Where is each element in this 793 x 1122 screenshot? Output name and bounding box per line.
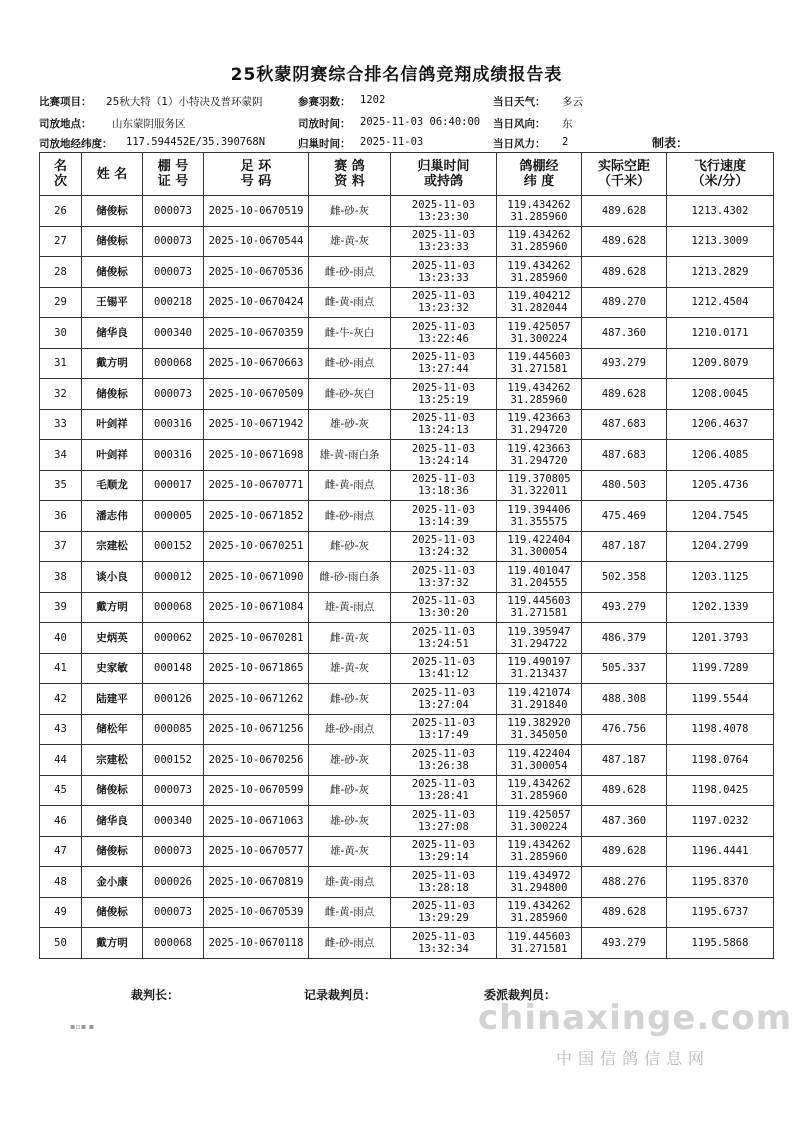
- cell-ring: 2025-10-0670539: [204, 897, 309, 928]
- release-site-value: 山东蒙阴服务区: [112, 118, 186, 130]
- cell-speed: 1206.4637: [667, 409, 774, 440]
- cell-loft: 000073: [143, 379, 204, 410]
- table-row: [40, 440, 774, 471]
- cell-bird: 雄-砂-灰: [309, 409, 391, 440]
- table-row: [40, 928, 774, 959]
- cell-loft: 000085: [143, 714, 204, 745]
- cell-loft: 000340: [143, 318, 204, 349]
- cell-name: 储俊标: [82, 379, 143, 410]
- cell-return-time: 2025-11-03 13:14:39: [391, 501, 497, 532]
- cell-bird: 雌-黄-雨点: [309, 287, 391, 318]
- cell-ring: 2025-10-0670509: [204, 379, 309, 410]
- coords-value: 117.594452E/35.390768N: [126, 136, 266, 148]
- race-info: [0, 92, 793, 150]
- weather-label: 当日天气：: [493, 96, 546, 108]
- release-site-label: 司放地点：: [39, 118, 92, 130]
- cell-bird: 雌-砂-灰: [309, 196, 391, 227]
- cell-loft: 000068: [143, 348, 204, 379]
- cell-speed: 1198.4078: [667, 714, 774, 745]
- cell-distance: 475.469: [582, 501, 667, 532]
- cell-return-time: 2025-11-03 13:25:19: [391, 379, 497, 410]
- return-date-value: 2025-11-03: [360, 136, 424, 148]
- cell-rank: 27: [40, 226, 82, 257]
- cell-name: 金小康: [82, 867, 143, 898]
- cell-loft: 000316: [143, 409, 204, 440]
- coords-label: 司放地经纬度：: [39, 138, 113, 150]
- cell-coords: 119.434262 31.285960: [497, 257, 582, 288]
- cell-distance: 489.628: [582, 226, 667, 257]
- cell-coords: 119.370805 31.322011: [497, 470, 582, 501]
- cell-name: 史家敏: [82, 653, 143, 684]
- table-row: [40, 775, 774, 806]
- cell-ring: 2025-10-0670118: [204, 928, 309, 959]
- cell-rank: 43: [40, 714, 82, 745]
- cell-distance: 505.337: [582, 653, 667, 684]
- cell-ring: 2025-10-0670771: [204, 470, 309, 501]
- cell-bird: 雌-砂-雨点: [309, 348, 391, 379]
- cell-coords: 119.382920 31.345050: [497, 714, 582, 745]
- release-time-label: 司放时间：: [298, 118, 351, 130]
- cell-return-time: 2025-11-03 13:29:29: [391, 897, 497, 928]
- cell-coords: 119.395947 31.294722: [497, 623, 582, 654]
- cell-return-time: 2025-11-03 13:23:32: [391, 287, 497, 318]
- cell-distance: 488.276: [582, 867, 667, 898]
- header-return-time: 归巢时间 或持鸽: [391, 153, 497, 196]
- cell-speed: 1208.0045: [667, 379, 774, 410]
- cell-speed: 1196.4441: [667, 836, 774, 867]
- cell-name: 宗建松: [82, 531, 143, 562]
- watermark-site: chinaxinge.com: [478, 998, 793, 1038]
- table-row: [40, 867, 774, 898]
- cell-speed: 1213.4302: [667, 196, 774, 227]
- cell-name: 储俊标: [82, 226, 143, 257]
- table-row: [40, 836, 774, 867]
- recorder-label: 记录裁判员：: [304, 988, 377, 1002]
- cell-coords: 119.445603 31.271581: [497, 348, 582, 379]
- cell-ring: 2025-10-0671865: [204, 653, 309, 684]
- cell-coords: 119.401047 31.204555: [497, 562, 582, 593]
- cell-name: 储华良: [82, 806, 143, 837]
- table-row: [40, 653, 774, 684]
- event-value: 25秋大特（1）小特决及普环蒙阴: [106, 96, 263, 108]
- cell-ring: 2025-10-0671084: [204, 592, 309, 623]
- cell-loft: 000073: [143, 196, 204, 227]
- cell-bird: 雌-砂-灰: [309, 531, 391, 562]
- cell-coords: 119.422404 31.300054: [497, 745, 582, 776]
- cell-loft: 000068: [143, 928, 204, 959]
- cell-bird: 雄-砂-雨点: [309, 714, 391, 745]
- cell-speed: 1213.2829: [667, 257, 774, 288]
- cell-speed: 1202.1339: [667, 592, 774, 623]
- cell-rank: 48: [40, 867, 82, 898]
- cell-coords: 119.425057 31.300224: [497, 318, 582, 349]
- cell-speed: 1197.0232: [667, 806, 774, 837]
- cell-ring: 2025-10-0671256: [204, 714, 309, 745]
- table-row: [40, 409, 774, 440]
- cell-loft: 000017: [143, 470, 204, 501]
- cell-distance: 488.308: [582, 684, 667, 715]
- cell-distance: 489.628: [582, 897, 667, 928]
- cell-ring: 2025-10-0670663: [204, 348, 309, 379]
- cell-distance: 489.628: [582, 775, 667, 806]
- cell-loft: 000062: [143, 623, 204, 654]
- cell-return-time: 2025-11-03 13:17:49: [391, 714, 497, 745]
- cell-speed: 1198.0425: [667, 775, 774, 806]
- cell-loft: 000316: [143, 440, 204, 471]
- cell-return-time: 2025-11-03 13:30:20: [391, 592, 497, 623]
- cell-return-time: 2025-11-03 13:18:36: [391, 470, 497, 501]
- cell-coords: 119.434262 31.285960: [497, 897, 582, 928]
- cell-ring: 2025-10-0670256: [204, 745, 309, 776]
- cell-name: 史炳英: [82, 623, 143, 654]
- cell-coords: 119.404212 31.282044: [497, 287, 582, 318]
- header-bird: 赛 鸽 资 料: [309, 153, 391, 196]
- cell-distance: 487.683: [582, 409, 667, 440]
- cell-ring: 2025-10-0670251: [204, 531, 309, 562]
- return-date-label: 归巢时间：: [298, 138, 351, 150]
- cell-rank: 49: [40, 897, 82, 928]
- cell-return-time: 2025-11-03 13:28:18: [391, 867, 497, 898]
- cell-return-time: 2025-11-03 13:32:34: [391, 928, 497, 959]
- cell-bird: 雌-黄-雨点: [309, 897, 391, 928]
- cell-rank: 26: [40, 196, 82, 227]
- table-row: [40, 318, 774, 349]
- cell-ring: 2025-10-0670519: [204, 196, 309, 227]
- cell-coords: 119.425057 31.300224: [497, 806, 582, 837]
- cell-return-time: 2025-11-03 13:23:33: [391, 257, 497, 288]
- cell-speed: 1195.6737: [667, 897, 774, 928]
- cell-rank: 41: [40, 653, 82, 684]
- cell-speed: 1205.4736: [667, 470, 774, 501]
- cell-bird: 雌-砂-灰: [309, 775, 391, 806]
- cell-return-time: 2025-11-03 13:29:14: [391, 836, 497, 867]
- cell-bird: 雄-黄-灰: [309, 653, 391, 684]
- cell-return-time: 2025-11-03 13:24:32: [391, 531, 497, 562]
- cell-name: 潘志伟: [82, 501, 143, 532]
- cell-coords: 119.434262 31.285960: [497, 775, 582, 806]
- cell-bird: 雄-黄-雨点: [309, 592, 391, 623]
- header-ring: 足 环 号 码: [204, 153, 309, 196]
- header-distance: 实际空距 （千米）: [582, 153, 667, 196]
- table-row: [40, 897, 774, 928]
- cell-coords: 119.423663 31.294720: [497, 409, 582, 440]
- table-row: [40, 714, 774, 745]
- results-table: [39, 152, 774, 959]
- wind-dir-value: 东: [562, 118, 573, 130]
- cell-loft: 000126: [143, 684, 204, 715]
- cell-speed: 1213.3009: [667, 226, 774, 257]
- cell-speed: 1206.4085: [667, 440, 774, 471]
- cell-loft: 000012: [143, 562, 204, 593]
- cell-distance: 502.358: [582, 562, 667, 593]
- cell-speed: 1199.7289: [667, 653, 774, 684]
- table-row: [40, 379, 774, 410]
- cell-bird: 雌-砂-灰白: [309, 379, 391, 410]
- cell-name: 戴方明: [82, 348, 143, 379]
- cell-coords: 119.434262 31.285960: [497, 379, 582, 410]
- cell-coords: 119.434262 31.285960: [497, 196, 582, 227]
- cell-distance: 489.270: [582, 287, 667, 318]
- cell-ring: 2025-10-0671852: [204, 501, 309, 532]
- cell-return-time: 2025-11-03 13:37:32: [391, 562, 497, 593]
- cell-ring: 2025-10-0670577: [204, 836, 309, 867]
- cell-rank: 31: [40, 348, 82, 379]
- cell-bird: 雌-砂-雨白条: [309, 562, 391, 593]
- watermark-site-cn: 中国信鸽信息网: [556, 1049, 711, 1068]
- table-row: [40, 348, 774, 379]
- cell-return-time: 2025-11-03 13:23:33: [391, 226, 497, 257]
- cell-rank: 50: [40, 928, 82, 959]
- release-time-value: 2025-11-03 06:40:00: [360, 116, 481, 128]
- cell-return-time: 2025-11-03 13:26:38: [391, 745, 497, 776]
- cell-bird: 雌-砂-灰: [309, 684, 391, 715]
- cell-speed: 1195.8370: [667, 867, 774, 898]
- cell-name: 叶剑祥: [82, 409, 143, 440]
- cell-name: 谈小良: [82, 562, 143, 593]
- cell-rank: 47: [40, 836, 82, 867]
- cell-distance: 487.187: [582, 745, 667, 776]
- cell-rank: 46: [40, 806, 82, 837]
- cell-bird: 雌-牛-灰白: [309, 318, 391, 349]
- cell-loft: 000073: [143, 836, 204, 867]
- cell-coords: 119.394406 31.355575: [497, 501, 582, 532]
- appointed-label: 委派裁判员：: [484, 988, 557, 1002]
- cell-coords: 119.422404 31.300054: [497, 531, 582, 562]
- cell-bird: 雄-黄-雨点: [309, 867, 391, 898]
- cell-rank: 35: [40, 470, 82, 501]
- cell-distance: 486.379: [582, 623, 667, 654]
- cell-loft: 000340: [143, 806, 204, 837]
- cell-ring: 2025-10-0670281: [204, 623, 309, 654]
- table-row: [40, 257, 774, 288]
- cell-name: 王锡平: [82, 287, 143, 318]
- cell-loft: 000152: [143, 531, 204, 562]
- cell-loft: 000026: [143, 867, 204, 898]
- cell-rank: 40: [40, 623, 82, 654]
- made-by-label: 制表：: [652, 136, 689, 150]
- cell-speed: 1195.5868: [667, 928, 774, 959]
- cell-name: 陆建平: [82, 684, 143, 715]
- cell-rank: 28: [40, 257, 82, 288]
- cell-rank: 39: [40, 592, 82, 623]
- table-row: [40, 623, 774, 654]
- cell-coords: 119.434972 31.294800: [497, 867, 582, 898]
- cell-loft: 000005: [143, 501, 204, 532]
- table-header-row: [40, 153, 774, 196]
- cell-bird: 雄-砂-灰: [309, 806, 391, 837]
- cell-speed: 1204.7545: [667, 501, 774, 532]
- cell-rank: 33: [40, 409, 82, 440]
- cell-ring: 2025-10-0671262: [204, 684, 309, 715]
- cell-name: 储俊标: [82, 775, 143, 806]
- table-row: [40, 684, 774, 715]
- entries-value: 1202: [360, 94, 386, 106]
- cell-loft: 000073: [143, 226, 204, 257]
- cell-name: 储华良: [82, 318, 143, 349]
- cell-speed: 1212.4504: [667, 287, 774, 318]
- table-row: [40, 226, 774, 257]
- cell-rank: 37: [40, 531, 82, 562]
- wind-dir-label: 当日风向：: [493, 118, 546, 130]
- cell-speed: 1201.3793: [667, 623, 774, 654]
- cell-rank: 36: [40, 501, 82, 532]
- cell-distance: 487.683: [582, 440, 667, 471]
- cell-speed: 1204.2799: [667, 531, 774, 562]
- cell-distance: 489.628: [582, 196, 667, 227]
- cell-ring: 2025-10-0670536: [204, 257, 309, 288]
- cell-bird: 雄-黄-灰: [309, 836, 391, 867]
- cell-coords: 119.445603 31.271581: [497, 592, 582, 623]
- cell-ring: 2025-10-0671942: [204, 409, 309, 440]
- cell-rank: 45: [40, 775, 82, 806]
- scan-smudge: ▪▫▪ ▪: [70, 1022, 95, 1031]
- table-row: [40, 806, 774, 837]
- cell-bird: 雄-黄-灰: [309, 226, 391, 257]
- cell-ring: 2025-10-0671698: [204, 440, 309, 471]
- cell-name: 储松年: [82, 714, 143, 745]
- cell-return-time: 2025-11-03 13:27:04: [391, 684, 497, 715]
- cell-return-time: 2025-11-03 13:41:12: [391, 653, 497, 684]
- cell-distance: 489.628: [582, 836, 667, 867]
- cell-ring: 2025-10-0670819: [204, 867, 309, 898]
- cell-bird: 雌-砂-雨点: [309, 501, 391, 532]
- cell-ring: 2025-10-0671090: [204, 562, 309, 593]
- cell-loft: 000218: [143, 287, 204, 318]
- cell-bird: 雌-黄-雨点: [309, 470, 391, 501]
- cell-coords: 119.445603 31.271581: [497, 928, 582, 959]
- cell-return-time: 2025-11-03 13:23:30: [391, 196, 497, 227]
- cell-distance: 493.279: [582, 348, 667, 379]
- cell-distance: 487.187: [582, 531, 667, 562]
- cell-rank: 34: [40, 440, 82, 471]
- cell-distance: 480.503: [582, 470, 667, 501]
- cell-coords: 119.434262 31.285960: [497, 836, 582, 867]
- cell-bird: 雌-黄-灰: [309, 623, 391, 654]
- cell-rank: 30: [40, 318, 82, 349]
- cell-distance: 476.756: [582, 714, 667, 745]
- cell-bird: 雌-砂-雨点: [309, 928, 391, 959]
- cell-distance: 489.628: [582, 379, 667, 410]
- cell-distance: 487.360: [582, 806, 667, 837]
- cell-coords: 119.421074 31.291840: [497, 684, 582, 715]
- wind-force-label: 当日风力：: [493, 138, 546, 150]
- header-name: 姓 名: [82, 153, 143, 196]
- header-rank: 名 次: [40, 153, 82, 196]
- cell-name: 戴方明: [82, 592, 143, 623]
- cell-rank: 44: [40, 745, 82, 776]
- cell-distance: 493.279: [582, 928, 667, 959]
- cell-name: 储俊标: [82, 836, 143, 867]
- table-row: [40, 745, 774, 776]
- cell-distance: 493.279: [582, 592, 667, 623]
- table-row: [40, 470, 774, 501]
- cell-loft: 000073: [143, 897, 204, 928]
- cell-name: 储俊标: [82, 257, 143, 288]
- cell-rank: 42: [40, 684, 82, 715]
- cell-return-time: 2025-11-03 13:24:14: [391, 440, 497, 471]
- cell-name: 叶剑祥: [82, 440, 143, 471]
- header-coords: 鸽棚经 纬 度: [497, 153, 582, 196]
- entries-label: 参赛羽数：: [298, 96, 351, 108]
- cell-return-time: 2025-11-03 13:27:08: [391, 806, 497, 837]
- table-row: [40, 501, 774, 532]
- cell-ring: 2025-10-0670359: [204, 318, 309, 349]
- header-speed: 飞行速度 （米/分）: [667, 153, 774, 196]
- cell-coords: 119.434262 31.285960: [497, 226, 582, 257]
- cell-speed: 1210.0171: [667, 318, 774, 349]
- cell-speed: 1199.5544: [667, 684, 774, 715]
- table-row: [40, 531, 774, 562]
- table-row: [40, 196, 774, 227]
- cell-rank: 38: [40, 562, 82, 593]
- cell-ring: 2025-10-0670424: [204, 287, 309, 318]
- table-row: [40, 562, 774, 593]
- cell-loft: 000152: [143, 745, 204, 776]
- cell-name: 毛顺龙: [82, 470, 143, 501]
- cell-distance: 489.628: [582, 257, 667, 288]
- weather-value: 多云: [562, 96, 583, 108]
- cell-speed: 1209.8079: [667, 348, 774, 379]
- cell-coords: 119.423663 31.294720: [497, 440, 582, 471]
- cell-loft: 000148: [143, 653, 204, 684]
- cell-loft: 000068: [143, 592, 204, 623]
- cell-loft: 000073: [143, 775, 204, 806]
- cell-bird: 雌-砂-雨点: [309, 257, 391, 288]
- cell-ring: 2025-10-0670599: [204, 775, 309, 806]
- cell-rank: 29: [40, 287, 82, 318]
- cell-coords: 119.490197 31.213437: [497, 653, 582, 684]
- cell-ring: 2025-10-0671063: [204, 806, 309, 837]
- cell-rank: 32: [40, 379, 82, 410]
- report-title: 25秋蒙阴赛综合排名信鸽竞翔成绩报告表: [230, 65, 563, 85]
- wind-force-value: 2: [562, 136, 569, 148]
- cell-return-time: 2025-11-03 13:24:13: [391, 409, 497, 440]
- header-loft: 棚 号 证 号: [143, 153, 204, 196]
- referee-label: 裁判长：: [131, 988, 180, 1002]
- cell-name: 储俊标: [82, 897, 143, 928]
- cell-return-time: 2025-11-03 13:28:41: [391, 775, 497, 806]
- cell-loft: 000073: [143, 257, 204, 288]
- cell-bird: 雄-黄-雨白条: [309, 440, 391, 471]
- cell-return-time: 2025-11-03 13:24:51: [391, 623, 497, 654]
- table-row: [40, 287, 774, 318]
- cell-return-time: 2025-11-03 13:27:44: [391, 348, 497, 379]
- cell-name: 宗建松: [82, 745, 143, 776]
- table-row: [40, 592, 774, 623]
- cell-distance: 487.360: [582, 318, 667, 349]
- cell-speed: 1198.0764: [667, 745, 774, 776]
- cell-ring: 2025-10-0670544: [204, 226, 309, 257]
- event-label: 比赛项目：: [39, 96, 92, 108]
- cell-name: 储俊标: [82, 196, 143, 227]
- cell-name: 戴方明: [82, 928, 143, 959]
- cell-return-time: 2025-11-03 13:22:46: [391, 318, 497, 349]
- cell-speed: 1203.1125: [667, 562, 774, 593]
- cell-bird: 雄-砂-灰: [309, 745, 391, 776]
